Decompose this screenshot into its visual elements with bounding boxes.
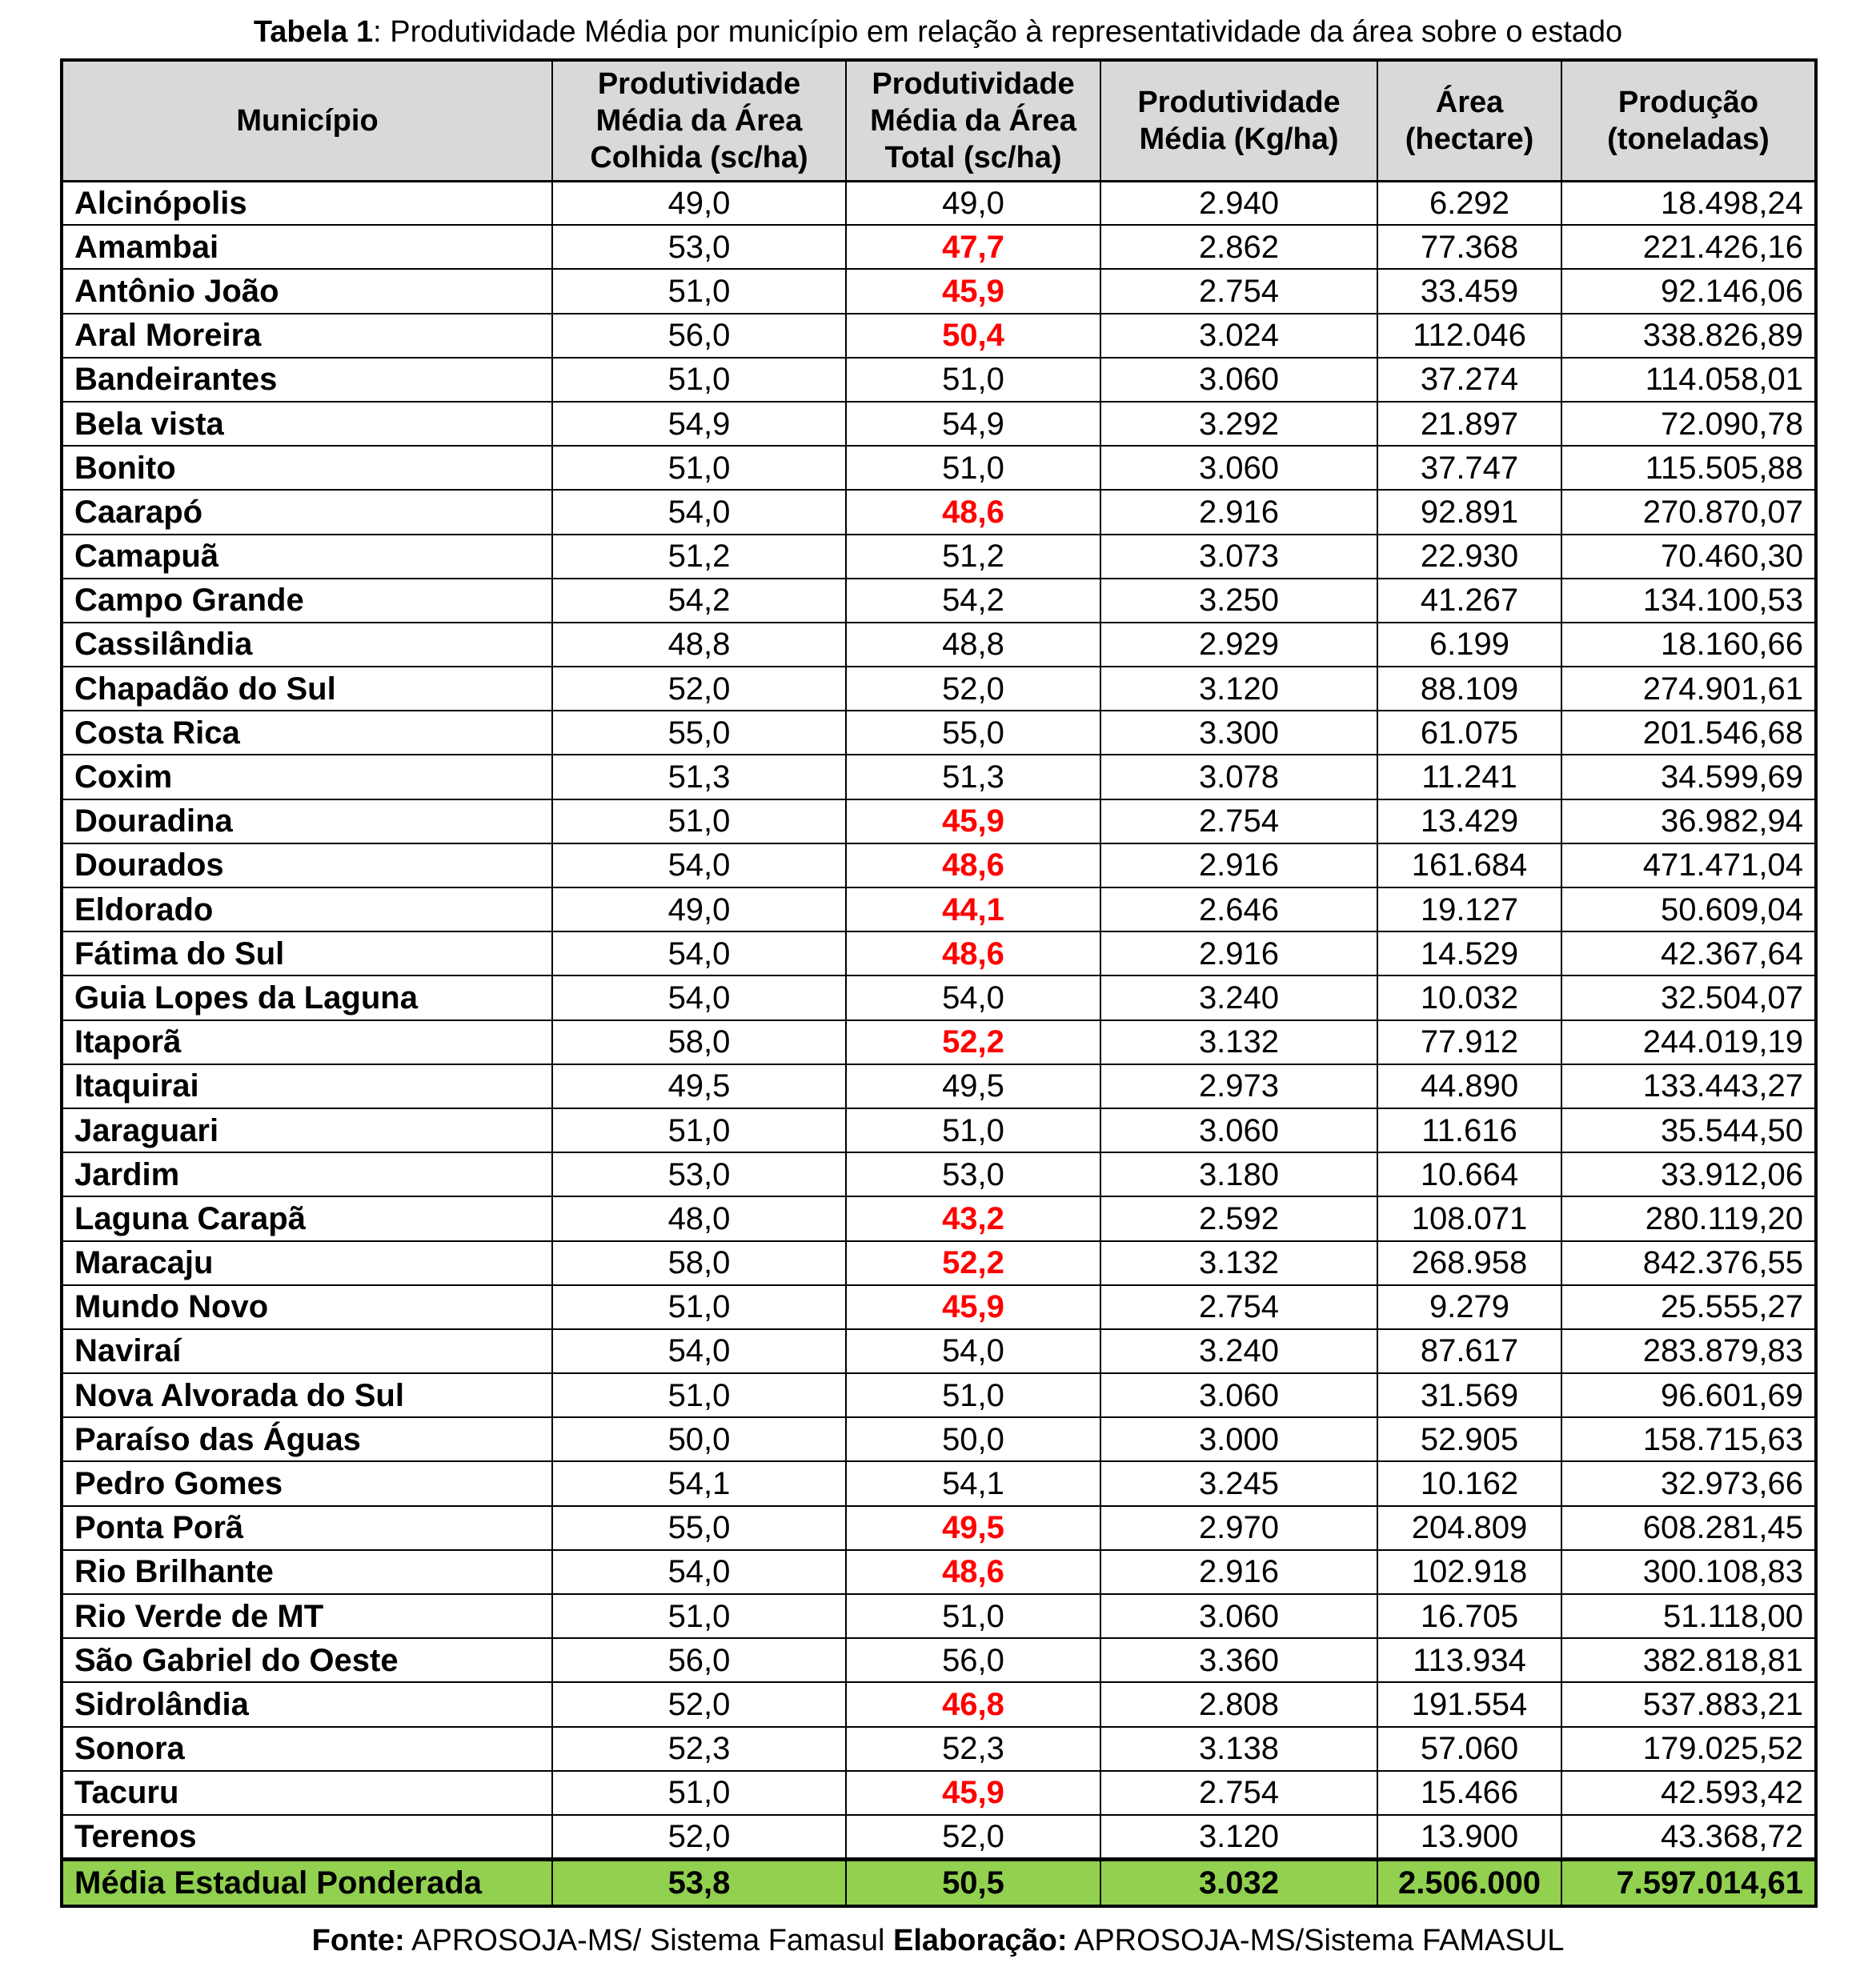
table-row [62, 535, 1816, 579]
table-row [62, 1727, 1816, 1771]
cell-produtividade-total: 52,3 [846, 1727, 1100, 1771]
cell-municipio: Dourados [62, 843, 552, 887]
cell-producao: 280.119,20 [1561, 1196, 1816, 1240]
header-produtividade-kgha: Produtividade Média (Kg/ha) [1100, 60, 1377, 181]
header-row [62, 60, 1816, 181]
cell-produtividade-total: 51,0 [846, 1108, 1100, 1152]
table-row [62, 1417, 1816, 1461]
cell-municipio: Jardim [62, 1152, 552, 1196]
cell-produtividade-total: 52,2 [846, 1241, 1100, 1285]
caption-text: : Produtividade Média por município em relação à representatividade da área sobre o estado [373, 15, 1623, 49]
cell-area: 113.934 [1377, 1638, 1561, 1682]
table-row [62, 181, 1816, 225]
table-row [62, 799, 1816, 843]
cell-municipio: Costa Rica [62, 711, 552, 755]
table-row [62, 1461, 1816, 1505]
cell-producao: 382.818,81 [1561, 1638, 1816, 1682]
cell-municipio: Douradina [62, 799, 552, 843]
cell-producao: 244.019,19 [1561, 1020, 1816, 1064]
source-elaboracao-label: Elaboração: [892, 1924, 1068, 1957]
cell-producao: 134.100,53 [1561, 579, 1816, 623]
cell-produtividade-total: 49,5 [846, 1506, 1100, 1550]
cell-produtividade-kgha: 3.138 [1100, 1727, 1377, 1771]
cell-area: 14.529 [1377, 931, 1561, 975]
cell-area: 108.071 [1377, 1196, 1561, 1240]
cell-municipio: Bandeirantes [62, 358, 552, 402]
cell-produtividade-colhida: 54,0 [552, 931, 846, 975]
cell-municipio: Sonora [62, 1727, 552, 1771]
cell-area: 13.900 [1377, 1815, 1561, 1859]
cell-produtividade-total: 54,9 [846, 402, 1100, 446]
cell-produtividade-colhida: 52,3 [552, 1727, 846, 1771]
table-row [62, 1373, 1816, 1417]
cell-municipio: Rio Brilhante [62, 1550, 552, 1594]
cell-produtividade-total: 46,8 [846, 1682, 1100, 1726]
table-row [62, 843, 1816, 887]
cell-area: 88.109 [1377, 667, 1561, 711]
cell-municipio: Terenos [62, 1815, 552, 1859]
cell-produtividade-kgha: 2.916 [1100, 490, 1377, 534]
cell-produtividade-colhida: 49,5 [552, 1064, 846, 1108]
footer-colhida: 53,8 [552, 1859, 846, 1906]
cell-area: 57.060 [1377, 1727, 1561, 1771]
table-row [62, 269, 1816, 313]
cell-area: 10.032 [1377, 975, 1561, 1020]
cell-produtividade-colhida: 51,2 [552, 535, 846, 579]
cell-area: 191.554 [1377, 1682, 1561, 1726]
cell-produtividade-total: 48,6 [846, 843, 1100, 887]
cell-produtividade-colhida: 54,0 [552, 490, 846, 534]
cell-producao: 32.973,66 [1561, 1461, 1816, 1505]
cell-produtividade-total: 53,0 [846, 1152, 1100, 1196]
cell-area: 6.292 [1377, 181, 1561, 225]
cell-produtividade-kgha: 3.240 [1100, 975, 1377, 1020]
cell-produtividade-colhida: 51,0 [552, 1771, 846, 1815]
cell-municipio: Tacuru [62, 1771, 552, 1815]
cell-produtividade-total: 52,2 [846, 1020, 1100, 1064]
cell-producao: 283.879,83 [1561, 1329, 1816, 1373]
cell-producao: 114.058,01 [1561, 358, 1816, 402]
table-row [62, 314, 1816, 358]
cell-produtividade-kgha: 2.754 [1100, 1771, 1377, 1815]
cell-municipio: Itaquirai [62, 1064, 552, 1108]
cell-municipio: Sidrolândia [62, 1682, 552, 1726]
cell-produtividade-kgha: 3.180 [1100, 1152, 1377, 1196]
cell-municipio: Cassilândia [62, 623, 552, 667]
cell-area: 19.127 [1377, 887, 1561, 931]
cell-producao: 338.826,89 [1561, 314, 1816, 358]
table-row [62, 1241, 1816, 1285]
table-row [62, 1285, 1816, 1329]
cell-produtividade-kgha: 3.060 [1100, 1373, 1377, 1417]
cell-area: 16.705 [1377, 1594, 1561, 1638]
footer-producao: 7.597.014,61 [1561, 1859, 1816, 1906]
cell-produtividade-total: 48,6 [846, 490, 1100, 534]
cell-producao: 34.599,69 [1561, 755, 1816, 799]
cell-produtividade-total: 44,1 [846, 887, 1100, 931]
cell-produtividade-kgha: 3.078 [1100, 755, 1377, 799]
cell-producao: 70.460,30 [1561, 535, 1816, 579]
cell-produtividade-total: 45,9 [846, 269, 1100, 313]
header-produtividade-total: Produtividade Média da Área Total (sc/ha) [846, 60, 1100, 181]
cell-area: 61.075 [1377, 711, 1561, 755]
cell-municipio: Bela vista [62, 402, 552, 446]
footer-municipio: Média Estadual Ponderada [62, 1859, 552, 1906]
cell-area: 11.241 [1377, 755, 1561, 799]
cell-municipio: Alcinópolis [62, 181, 552, 225]
table-row [62, 1638, 1816, 1682]
cell-municipio: Bonito [62, 446, 552, 490]
cell-produtividade-colhida: 54,0 [552, 843, 846, 887]
cell-produtividade-colhida: 58,0 [552, 1241, 846, 1285]
cell-producao: 33.912,06 [1561, 1152, 1816, 1196]
cell-produtividade-total: 56,0 [846, 1638, 1100, 1682]
productivity-table [60, 58, 1818, 1908]
cell-producao: 179.025,52 [1561, 1727, 1816, 1771]
cell-produtividade-kgha: 2.862 [1100, 225, 1377, 269]
table-row [62, 931, 1816, 975]
table-row [62, 446, 1816, 490]
cell-municipio: Mundo Novo [62, 1285, 552, 1329]
cell-produtividade-colhida: 56,0 [552, 314, 846, 358]
table-row [62, 623, 1816, 667]
cell-producao: 115.505,88 [1561, 446, 1816, 490]
cell-municipio: Antônio João [62, 269, 552, 313]
cell-municipio: Rio Verde de MT [62, 1594, 552, 1638]
cell-produtividade-kgha: 3.132 [1100, 1020, 1377, 1064]
cell-producao: 25.555,27 [1561, 1285, 1816, 1329]
cell-area: 13.429 [1377, 799, 1561, 843]
cell-produtividade-kgha: 3.073 [1100, 535, 1377, 579]
cell-producao: 221.426,16 [1561, 225, 1816, 269]
cell-produtividade-total: 50,0 [846, 1417, 1100, 1461]
cell-produtividade-colhida: 49,0 [552, 181, 846, 225]
cell-producao: 274.901,61 [1561, 667, 1816, 711]
source-note [0, 1923, 1876, 1958]
cell-produtividade-total: 55,0 [846, 711, 1100, 755]
cell-produtividade-total: 51,2 [846, 535, 1100, 579]
cell-produtividade-colhida: 48,0 [552, 1196, 846, 1240]
cell-produtividade-kgha: 2.916 [1100, 843, 1377, 887]
cell-municipio: Caarapó [62, 490, 552, 534]
source-elaboracao-text: APROSOJA-MS/Sistema FAMASUL [1067, 1924, 1565, 1957]
cell-producao: 32.504,07 [1561, 975, 1816, 1020]
table-body [62, 181, 1816, 1859]
cell-producao: 35.544,50 [1561, 1108, 1816, 1152]
cell-area: 204.809 [1377, 1506, 1561, 1550]
cell-produtividade-colhida: 54,2 [552, 579, 846, 623]
table-row [62, 358, 1816, 402]
cell-produtividade-colhida: 50,0 [552, 1417, 846, 1461]
cell-produtividade-total: 47,7 [846, 225, 1100, 269]
table-row [62, 755, 1816, 799]
cell-produtividade-total: 43,2 [846, 1196, 1100, 1240]
cell-produtividade-colhida: 54,9 [552, 402, 846, 446]
cell-producao: 42.593,42 [1561, 1771, 1816, 1815]
cell-producao: 842.376,55 [1561, 1241, 1816, 1285]
cell-producao: 36.982,94 [1561, 799, 1816, 843]
cell-produtividade-colhida: 55,0 [552, 711, 846, 755]
cell-municipio: Amambai [62, 225, 552, 269]
cell-produtividade-total: 45,9 [846, 1285, 1100, 1329]
cell-produtividade-kgha: 3.250 [1100, 579, 1377, 623]
cell-area: 6.199 [1377, 623, 1561, 667]
cell-producao: 608.281,45 [1561, 1506, 1816, 1550]
cell-produtividade-colhida: 48,8 [552, 623, 846, 667]
cell-produtividade-kgha: 3.300 [1100, 711, 1377, 755]
cell-producao: 471.471,04 [1561, 843, 1816, 887]
header-area: Área (hectare) [1377, 60, 1561, 181]
cell-produtividade-colhida: 53,0 [552, 225, 846, 269]
table-row [62, 490, 1816, 534]
cell-area: 77.368 [1377, 225, 1561, 269]
cell-area: 112.046 [1377, 314, 1561, 358]
cell-produtividade-total: 48,8 [846, 623, 1100, 667]
cell-producao: 72.090,78 [1561, 402, 1816, 446]
cell-produtividade-total: 48,6 [846, 931, 1100, 975]
cell-produtividade-kgha: 3.240 [1100, 1329, 1377, 1373]
cell-area: 37.747 [1377, 446, 1561, 490]
cell-area: 11.616 [1377, 1108, 1561, 1152]
cell-produtividade-kgha: 3.060 [1100, 446, 1377, 490]
header-municipio: Município [62, 60, 552, 181]
table-row [62, 1771, 1816, 1815]
cell-producao: 201.546,68 [1561, 711, 1816, 755]
cell-produtividade-kgha: 2.592 [1100, 1196, 1377, 1240]
footer-kgha: 3.032 [1100, 1859, 1377, 1906]
source-fonte-text: APROSOJA-MS/ Sistema Famasul [404, 1924, 893, 1957]
cell-produtividade-colhida: 51,0 [552, 1285, 846, 1329]
cell-area: 41.267 [1377, 579, 1561, 623]
cell-produtividade-colhida: 51,0 [552, 1594, 846, 1638]
cell-produtividade-total: 54,0 [846, 1329, 1100, 1373]
table-row [62, 1682, 1816, 1726]
table-row [62, 1152, 1816, 1196]
table-row [62, 667, 1816, 711]
cell-produtividade-total: 52,0 [846, 1815, 1100, 1859]
table-row [62, 711, 1816, 755]
cell-produtividade-total: 54,2 [846, 579, 1100, 623]
cell-produtividade-colhida: 54,0 [552, 1329, 846, 1373]
cell-produtividade-kgha: 2.916 [1100, 931, 1377, 975]
cell-producao: 50.609,04 [1561, 887, 1816, 931]
table-row [62, 1196, 1816, 1240]
cell-area: 268.958 [1377, 1241, 1561, 1285]
table-row [62, 1108, 1816, 1152]
cell-producao: 92.146,06 [1561, 269, 1816, 313]
cell-produtividade-total: 54,1 [846, 1461, 1100, 1505]
cell-produtividade-kgha: 2.929 [1100, 623, 1377, 667]
cell-municipio: São Gabriel do Oeste [62, 1638, 552, 1682]
cell-produtividade-colhida: 51,3 [552, 755, 846, 799]
cell-producao: 133.443,27 [1561, 1064, 1816, 1108]
cell-produtividade-kgha: 3.120 [1100, 1815, 1377, 1859]
cell-area: 77.912 [1377, 1020, 1561, 1064]
cell-produtividade-colhida: 49,0 [552, 887, 846, 931]
cell-municipio: Maracaju [62, 1241, 552, 1285]
table-row [62, 402, 1816, 446]
cell-produtividade-kgha: 3.132 [1100, 1241, 1377, 1285]
cell-municipio: Camapuã [62, 535, 552, 579]
cell-municipio: Naviraí [62, 1329, 552, 1373]
cell-municipio: Ponta Porã [62, 1506, 552, 1550]
cell-area: 21.897 [1377, 402, 1561, 446]
cell-produtividade-kgha: 3.024 [1100, 314, 1377, 358]
table-row [62, 1594, 1816, 1638]
cell-produtividade-colhida: 53,0 [552, 1152, 846, 1196]
cell-produtividade-colhida: 58,0 [552, 1020, 846, 1064]
cell-produtividade-colhida: 56,0 [552, 1638, 846, 1682]
cell-produtividade-colhida: 51,0 [552, 799, 846, 843]
cell-produtividade-colhida: 51,0 [552, 269, 846, 313]
cell-municipio: Laguna Carapã [62, 1196, 552, 1240]
cell-produtividade-kgha: 3.120 [1100, 667, 1377, 711]
table-row [62, 1550, 1816, 1594]
cell-produtividade-colhida: 54,0 [552, 1550, 846, 1594]
cell-area: 44.890 [1377, 1064, 1561, 1108]
cell-municipio: Aral Moreira [62, 314, 552, 358]
cell-produtividade-colhida: 51,0 [552, 358, 846, 402]
header-producao: Produção (toneladas) [1561, 60, 1816, 181]
table-row [62, 1020, 1816, 1064]
cell-produtividade-kgha: 3.000 [1100, 1417, 1377, 1461]
cell-produtividade-total: 51,0 [846, 1594, 1100, 1638]
cell-area: 161.684 [1377, 843, 1561, 887]
cell-produtividade-kgha: 3.060 [1100, 1108, 1377, 1152]
cell-produtividade-total: 51,0 [846, 358, 1100, 402]
cell-producao: 158.715,63 [1561, 1417, 1816, 1461]
cell-produtividade-kgha: 2.646 [1100, 887, 1377, 931]
cell-municipio: Guia Lopes da Laguna [62, 975, 552, 1020]
cell-municipio: Coxim [62, 755, 552, 799]
cell-producao: 96.601,69 [1561, 1373, 1816, 1417]
cell-produtividade-colhida: 52,0 [552, 667, 846, 711]
cell-produtividade-total: 51,0 [846, 446, 1100, 490]
cell-produtividade-total: 45,9 [846, 799, 1100, 843]
cell-area: 10.664 [1377, 1152, 1561, 1196]
table-row [62, 887, 1816, 931]
table-row [62, 975, 1816, 1020]
cell-municipio: Chapadão do Sul [62, 667, 552, 711]
cell-produtividade-kgha: 2.754 [1100, 269, 1377, 313]
cell-area: 31.569 [1377, 1373, 1561, 1417]
footer-total: 50,5 [846, 1859, 1100, 1906]
cell-produtividade-kgha: 3.060 [1100, 358, 1377, 402]
cell-produtividade-kgha: 3.245 [1100, 1461, 1377, 1505]
cell-produtividade-kgha: 2.754 [1100, 799, 1377, 843]
table-row [62, 1329, 1816, 1373]
cell-produtividade-kgha: 3.360 [1100, 1638, 1377, 1682]
cell-producao: 270.870,07 [1561, 490, 1816, 534]
footer-row [62, 1859, 1816, 1906]
cell-municipio: Fátima do Sul [62, 931, 552, 975]
cell-area: 15.466 [1377, 1771, 1561, 1815]
cell-produtividade-colhida: 54,0 [552, 975, 846, 1020]
cell-produtividade-total: 52,0 [846, 667, 1100, 711]
cell-area: 37.274 [1377, 358, 1561, 402]
table-row [62, 1506, 1816, 1550]
footer-area: 2.506.000 [1377, 1859, 1561, 1906]
table-row [62, 1064, 1816, 1108]
cell-produtividade-colhida: 51,0 [552, 1373, 846, 1417]
source-fonte-label: Fonte: [311, 1924, 405, 1957]
cell-produtividade-kgha: 2.940 [1100, 181, 1377, 225]
cell-produtividade-total: 54,0 [846, 975, 1100, 1020]
cell-produtividade-kgha: 2.916 [1100, 1550, 1377, 1594]
cell-produtividade-colhida: 51,0 [552, 1108, 846, 1152]
cell-produtividade-kgha: 3.060 [1100, 1594, 1377, 1638]
cell-municipio: Jaraguari [62, 1108, 552, 1152]
cell-producao: 537.883,21 [1561, 1682, 1816, 1726]
cell-produtividade-kgha: 2.973 [1100, 1064, 1377, 1108]
cell-municipio: Nova Alvorada do Sul [62, 1373, 552, 1417]
cell-produtividade-total: 51,3 [846, 755, 1100, 799]
cell-produtividade-total: 49,5 [846, 1064, 1100, 1108]
cell-municipio: Campo Grande [62, 579, 552, 623]
cell-produtividade-total: 51,0 [846, 1373, 1100, 1417]
cell-produtividade-total: 49,0 [846, 181, 1100, 225]
cell-producao: 42.367,64 [1561, 931, 1816, 975]
caption-label: Tabela 1 [253, 15, 374, 49]
cell-municipio: Pedro Gomes [62, 1461, 552, 1505]
cell-produtividade-colhida: 55,0 [552, 1506, 846, 1550]
cell-produtividade-colhida: 51,0 [552, 446, 846, 490]
cell-municipio: Itaporã [62, 1020, 552, 1064]
table-row [62, 1815, 1816, 1859]
cell-area: 22.930 [1377, 535, 1561, 579]
cell-municipio: Paraíso das Águas [62, 1417, 552, 1461]
cell-produtividade-total: 50,4 [846, 314, 1100, 358]
cell-produtividade-total: 45,9 [846, 1771, 1100, 1815]
table-caption [0, 14, 1876, 50]
cell-municipio: Eldorado [62, 887, 552, 931]
cell-area: 87.617 [1377, 1329, 1561, 1373]
cell-producao: 18.160,66 [1561, 623, 1816, 667]
cell-area: 9.279 [1377, 1285, 1561, 1329]
cell-area: 33.459 [1377, 269, 1561, 313]
cell-produtividade-colhida: 52,0 [552, 1815, 846, 1859]
cell-producao: 18.498,24 [1561, 181, 1816, 225]
cell-area: 52.905 [1377, 1417, 1561, 1461]
cell-produtividade-colhida: 54,1 [552, 1461, 846, 1505]
cell-area: 102.918 [1377, 1550, 1561, 1594]
table-row [62, 579, 1816, 623]
cell-produtividade-total: 48,6 [846, 1550, 1100, 1594]
cell-area: 92.891 [1377, 490, 1561, 534]
cell-produtividade-kgha: 2.754 [1100, 1285, 1377, 1329]
header-produtividade-colhida: Produtividade Média da Área Colhida (sc/ha) [552, 60, 846, 181]
table-row [62, 225, 1816, 269]
cell-produtividade-kgha: 3.292 [1100, 402, 1377, 446]
cell-produtividade-kgha: 2.808 [1100, 1682, 1377, 1726]
cell-producao: 43.368,72 [1561, 1815, 1816, 1859]
cell-producao: 51.118,00 [1561, 1594, 1816, 1638]
cell-produtividade-kgha: 2.970 [1100, 1506, 1377, 1550]
cell-produtividade-colhida: 52,0 [552, 1682, 846, 1726]
cell-area: 10.162 [1377, 1461, 1561, 1505]
cell-producao: 300.108,83 [1561, 1550, 1816, 1594]
